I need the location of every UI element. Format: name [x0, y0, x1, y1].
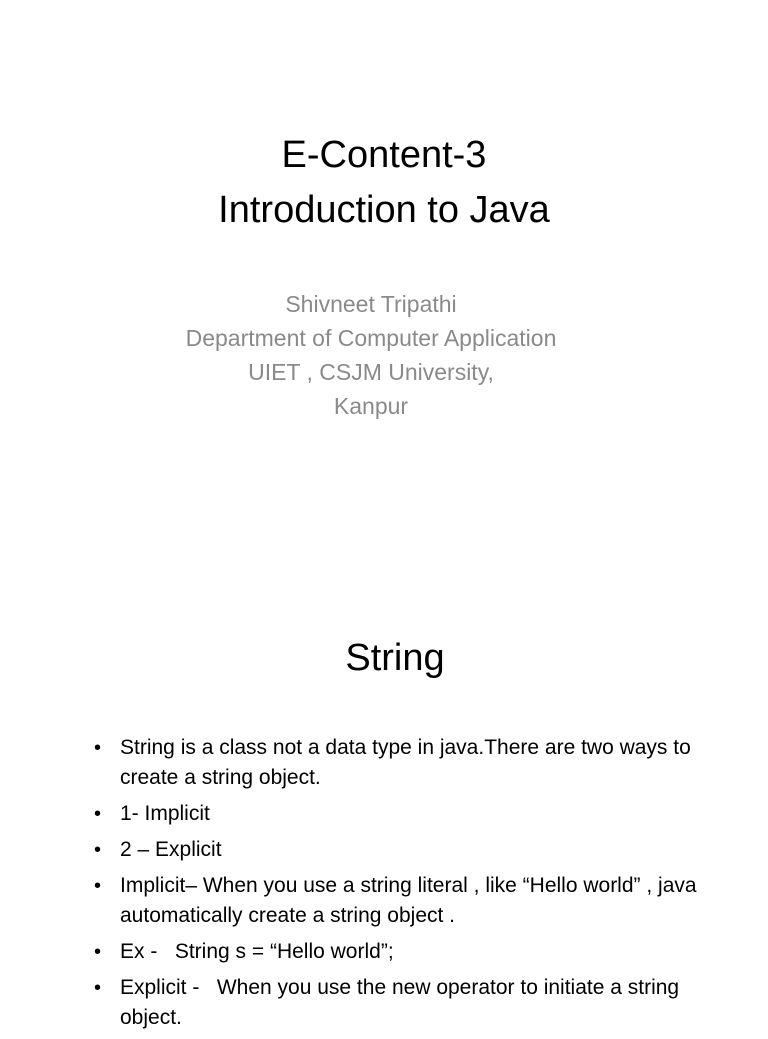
slide-title-subtitle: [0, 287, 742, 423]
list-item: [0, 937, 768, 967]
list-item: [0, 835, 768, 865]
slide-string-title: String: [345, 637, 445, 679]
city: Kanpur: [333, 393, 409, 419]
list-item-text: Implicit– When you use a string literal , like “Hello world” , java automatically create a string object .: [120, 874, 703, 927]
list-item: [0, 871, 768, 931]
bullet-icon: •: [94, 839, 102, 861]
bullet-list: [0, 733, 768, 1039]
list-item: [0, 799, 768, 829]
title-line-2: Introduction to Java: [218, 189, 550, 231]
author-name: Shivneet Tripathi: [285, 291, 457, 317]
institution: UIET , CSJM University,: [248, 359, 494, 385]
bullet-icon: •: [94, 803, 102, 825]
list-item: [0, 733, 768, 793]
bullet-icon: •: [94, 737, 102, 759]
list-item-text: 1- Implicit: [120, 802, 210, 825]
bullet-icon: •: [94, 977, 102, 999]
bullet-icon: •: [94, 875, 102, 897]
list-item: [0, 973, 768, 1033]
slide-string: [0, 576, 768, 1029]
bullet-icon: •: [94, 941, 102, 963]
slide-title-heading: [0, 128, 768, 238]
list-item-text: Explicit - When you use the new operator to initiate a string object.: [120, 976, 685, 1029]
list-item-text: 2 – Explicit: [120, 838, 222, 861]
list-item-text: String is a class not a data type in java.There are two ways to create a string object.: [120, 736, 697, 789]
list-item-text: Ex - String s = “Hello world”;: [120, 940, 394, 963]
title-line-1: E-Content-3: [281, 134, 487, 176]
department: Department of Computer Application: [185, 325, 557, 351]
